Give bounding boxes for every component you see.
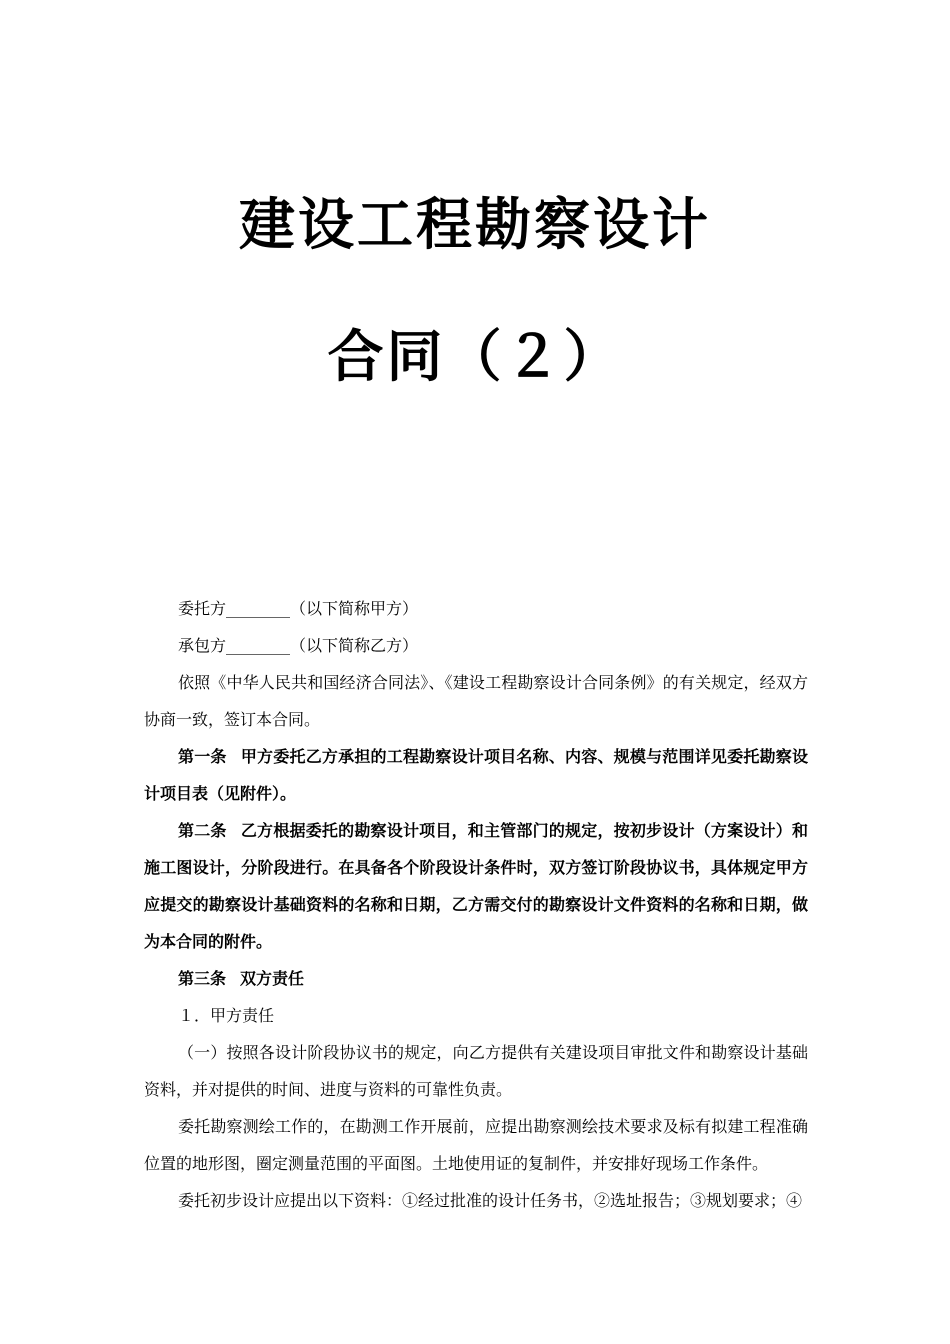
preamble-paragraph: 依照《中华人民共和国经济合同法》、《建设工程勘察设计合同条例》的有关规定，经双方协商一致，签订本合同。 xyxy=(144,673,808,729)
client-line: 委托方________（以下简称甲方） xyxy=(178,599,419,618)
article-2 xyxy=(144,812,808,960)
party-a-responsibility-1: （一）按照各设计阶段协议书的规定，向乙方提供有关建设项目审批文件和勘察设计基础资料，并对提供的时间、进度与资料的可靠性负责。 xyxy=(144,1043,808,1099)
article-1-text: 甲方委托乙方承担的工程勘察设计项目名称、内容、规模与范围详见委托勘察设计项目表（见附件）。 xyxy=(144,747,808,803)
article-3-text: 双方责任 xyxy=(240,969,305,988)
contractor-line: 承包方________（以下简称乙方） xyxy=(178,636,419,655)
survey-paragraph: 委托勘察测绘工作的，在勘测工作开展前，应提出勘察测绘技术要求及标有拟建工程准确位置的地形图，圈定测量范围的平面图。土地使用证的复制件，并安排好现场工作条件。 xyxy=(144,1117,808,1173)
article-2-label: 第二条 xyxy=(178,821,227,840)
document-title-line-1: 建设工程勘察设计 xyxy=(239,193,711,258)
party-a-responsibility-heading: １．甲方责任 xyxy=(178,1006,275,1025)
article-3 xyxy=(144,960,808,997)
contract-body xyxy=(144,590,808,1219)
document-title-line-2: 合同（２） xyxy=(327,325,623,390)
preliminary-design-paragraph: 委托初步设计应提出以下资料：①经过批准的设计任务书，②选址报告；③规划要求；④ xyxy=(178,1191,803,1210)
article-2-text: 乙方根据委托的勘察设计项目，和主管部门的规定，按初步设计（方案设计）和施工图设计，分阶段进行。在具备各个阶段设计条件时，双方签订阶段协议书，具体规定甲方应提交的勘察设计基础资料的名称和日期，乙方需交付的勘察设计文件资料的名称和日期，做为本合同的附件。 xyxy=(144,821,808,951)
article-1 xyxy=(144,738,808,812)
article-3-label: 第三条 xyxy=(178,969,227,988)
article-1-label: 第一条 xyxy=(178,747,227,766)
